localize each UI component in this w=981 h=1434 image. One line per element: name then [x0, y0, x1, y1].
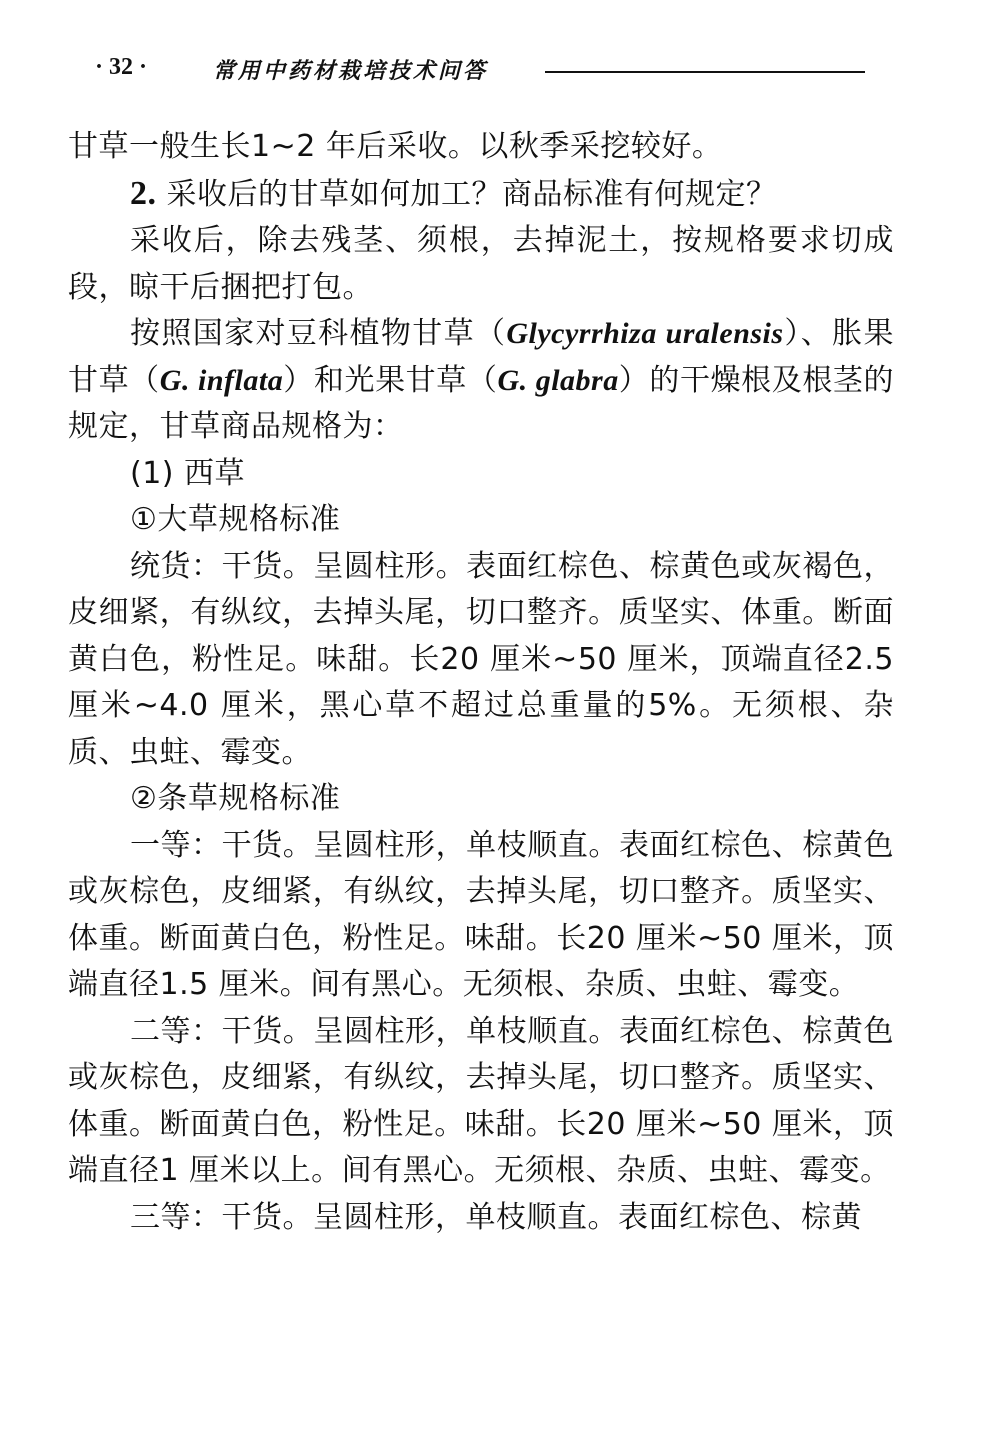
subheading-tiaocao: ②条草规格标准 — [130, 781, 341, 816]
paragraph-grade-1: 一等：干货。呈圆柱形，单枝顺直。表面红棕色、棕黄色或灰棕色，皮细紧，有纵纹，去掉头尾，切口整齐。质坚实、体重。断面黄白色，粉性足。味甜。长20 厘米~50 厘米，顶端直径1.5 厘米。间有黑心。无须根、杂质、虫蛀、霉变。 — [68, 827, 894, 1002]
subheading-dacao: ①大草规格标准 — [130, 502, 341, 537]
species-latin-glabra: G. glabra — [497, 363, 619, 397]
header-rule — [545, 71, 865, 73]
paragraph-processing: 采收后，除去残茎、须根，去掉泥土，按规格要求切成段，晾干后捆把打包。 — [68, 223, 894, 305]
species-text-a: 按照国家对豆科植物甘草（ — [130, 316, 507, 351]
paragraph-grade-2: 二等：干货。呈圆柱形，单枝顺直。表面红棕色、棕黄色或灰棕色，皮细紧，有纵纹，去掉头尾，切口整齐。质坚实、体重。断面黄白色，粉性足。味甜。长20 厘米~50 厘米，顶端直径1 厘米以上。间有黑心。无须根、杂质、虫蛀、霉变。 — [68, 1013, 894, 1188]
question-heading — [68, 171, 894, 219]
paragraph-tonghuo: 统货：干货。呈圆柱形。表面红棕色、棕黄色或灰褐色，皮细紧，有纵纹，去掉头尾，切口整齐。质坚实、体重。断面黄白色，粉性足。味甜。长20 厘米~50 厘米，顶端直径2.5 厘米~4.0 厘米，黑心草不超过总重量的5%。无须根、杂质、虫蛀、霉变。 — [68, 548, 894, 770]
running-header — [95, 52, 875, 92]
page-number: · 32 · — [95, 54, 148, 80]
paragraph-species — [68, 311, 894, 451]
paragraph-grade-3: 三等：干货。呈圆柱形，单枝顺直。表面红棕色、棕黄 — [130, 1199, 862, 1235]
page-body — [68, 124, 894, 1241]
species-latin-uralensis: Glycyrrhiza uralensis — [506, 317, 784, 350]
species-latin-inflata: G. inflata — [159, 363, 284, 397]
book-title: 常用中药材栽培技术问答 — [213, 58, 489, 84]
paragraph-harvest-time: 甘草一般生长1~2 年后采收。以秋季采挖较好。 — [68, 129, 723, 164]
question-text: 采收后的甘草如何加工？商品标准有何规定？ — [166, 176, 777, 212]
species-text-c: ）和光果甘草（ — [283, 362, 498, 398]
question-number: 2. — [130, 174, 157, 212]
species-text-d: ）的干燥根及根茎的规定，甘草商品规格为： — [68, 362, 895, 444]
species-text-b: ）、胀果甘草（ — [68, 316, 895, 398]
subheading-xicao: (1) 西草 — [130, 455, 246, 491]
